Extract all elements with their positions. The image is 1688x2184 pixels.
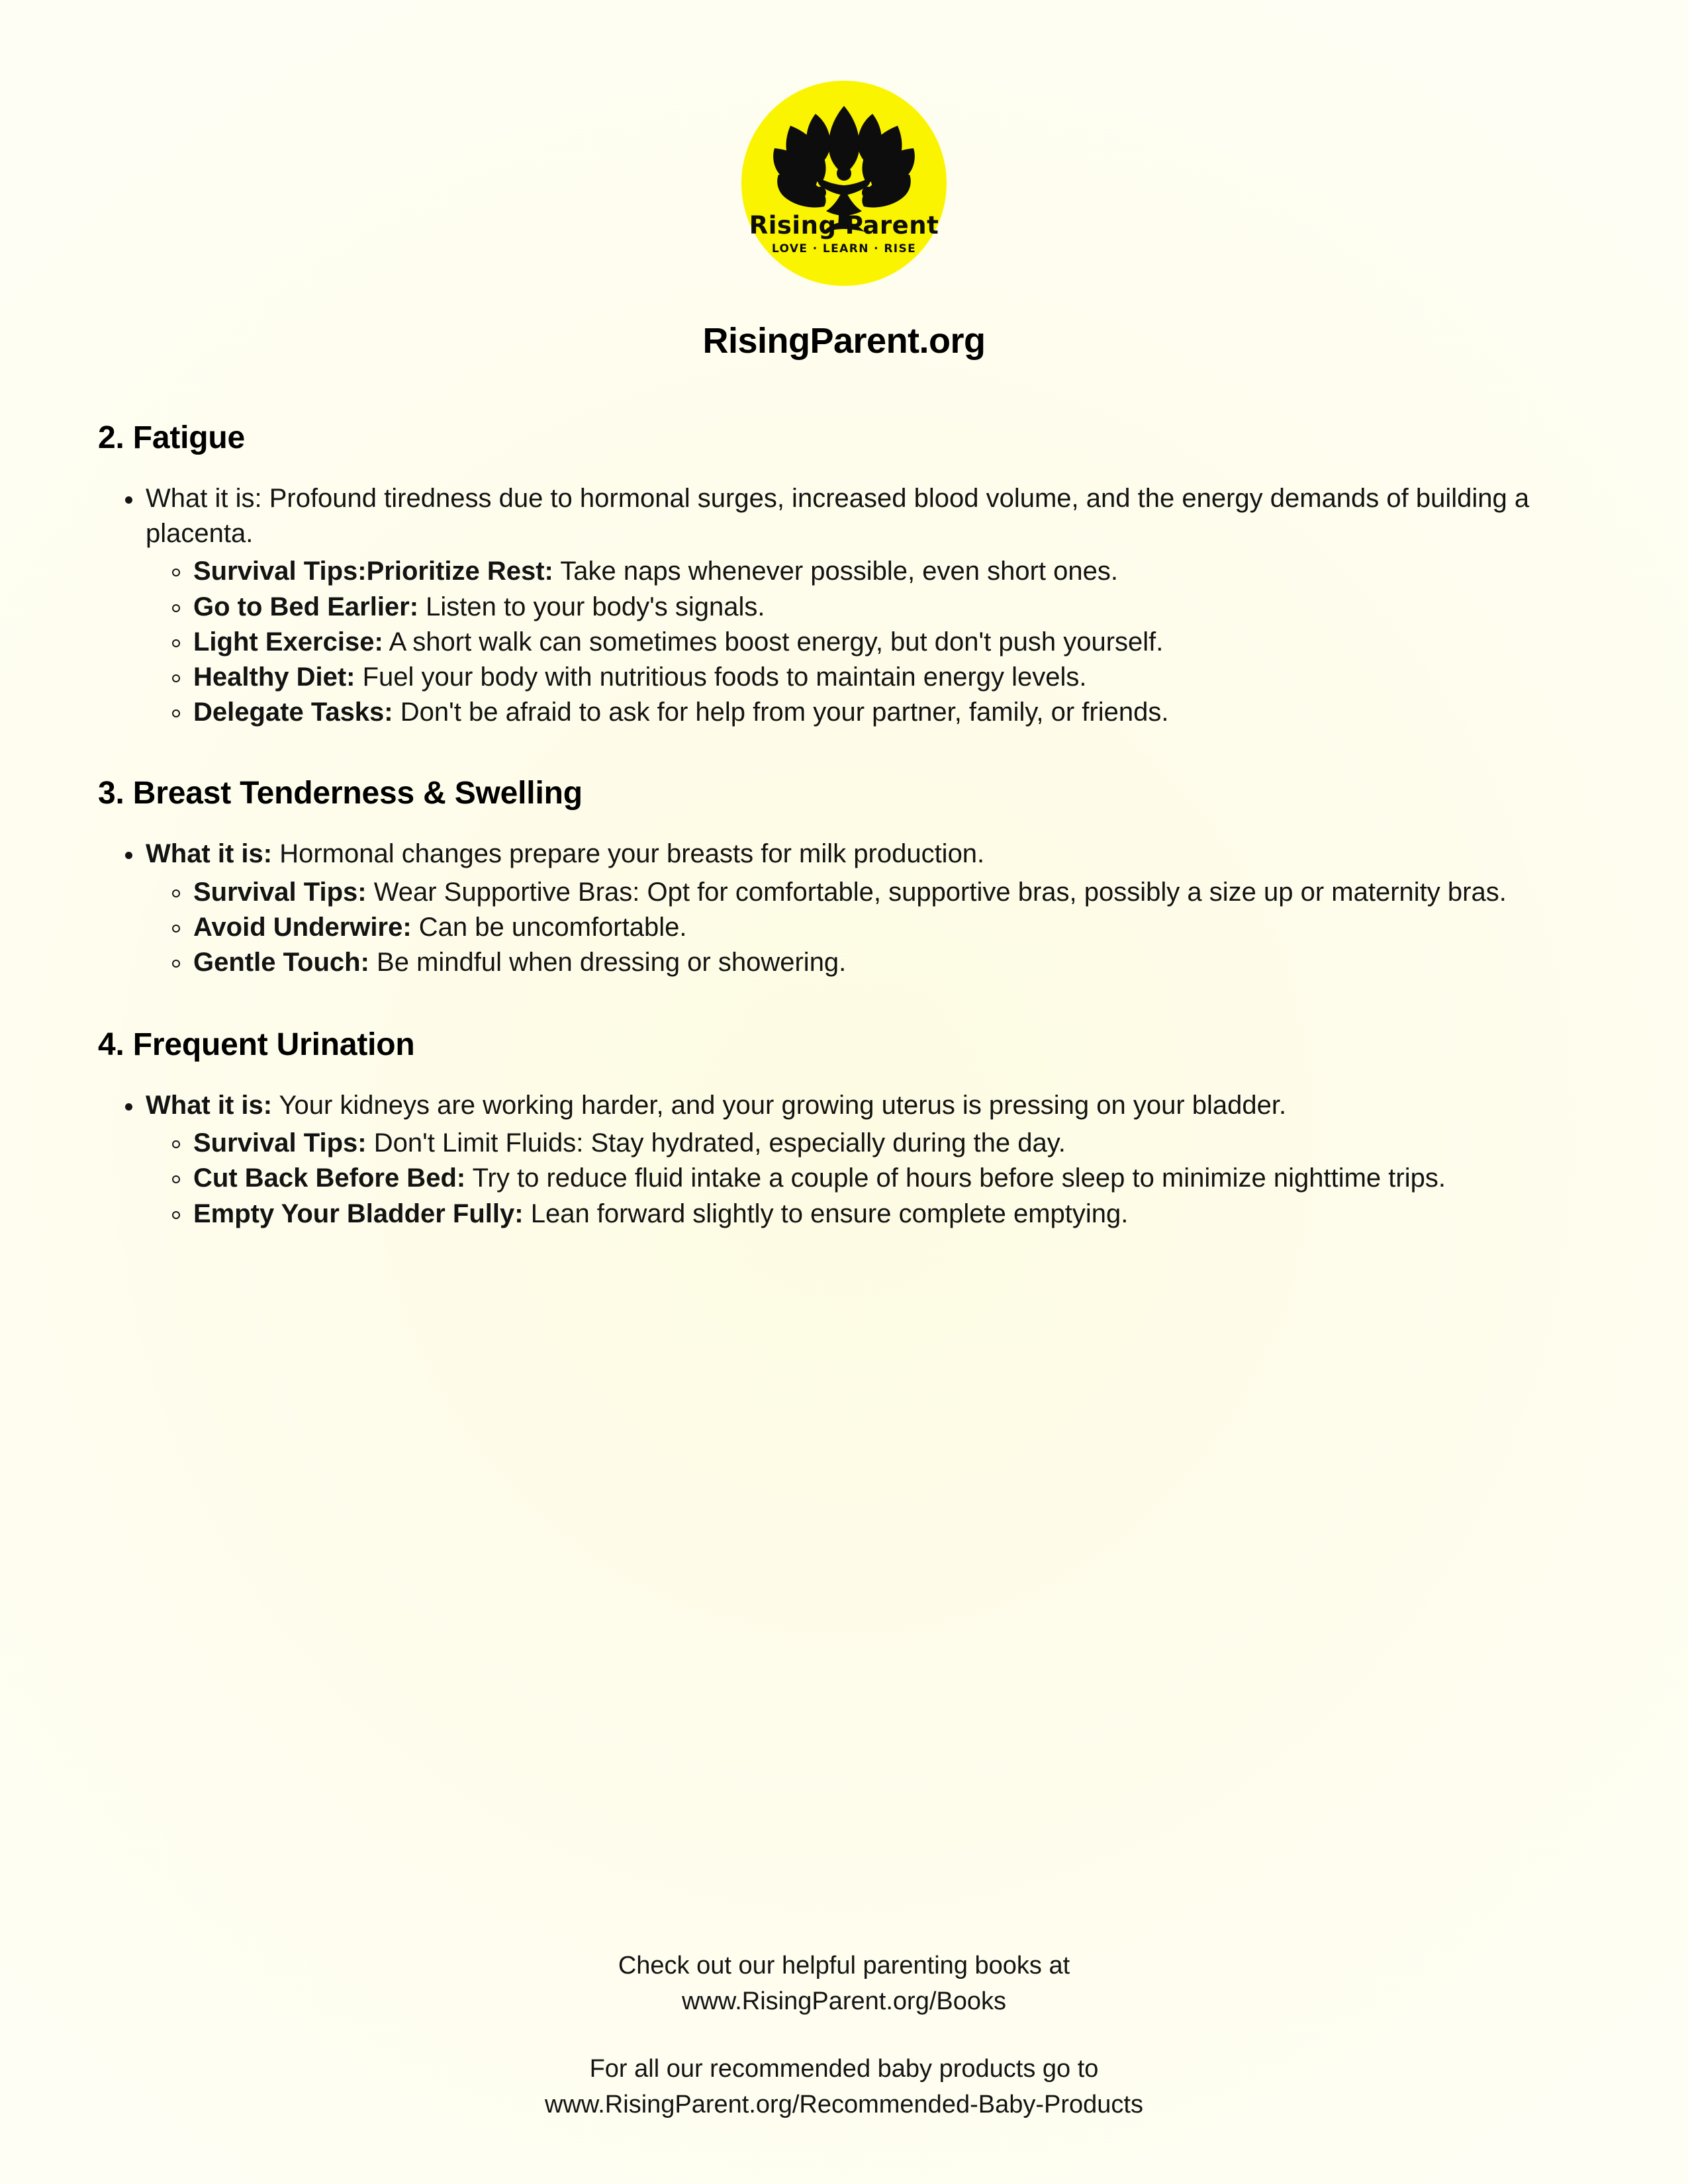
footer-books-url[interactable]: www.RisingParent.org/Books bbox=[682, 1987, 1006, 2016]
list-item-text: Your kidneys are working harder, and your growing uterus is pressing on your bladder. bbox=[272, 1091, 1287, 1120]
page-title: RisingParent.org bbox=[702, 321, 986, 361]
list-item-text: Don't Limit Fluids: Stay hydrated, especially during the day. bbox=[366, 1128, 1066, 1158]
list-item-lead: Empty Your Bladder Fully: bbox=[193, 1199, 524, 1228]
list-item-lead: Survival Tips: bbox=[193, 1128, 367, 1158]
footer-products-url[interactable]: www.RisingParent.org/Recommended-Baby-Products bbox=[545, 2091, 1143, 2119]
document-header bbox=[0, 0, 1688, 361]
list-item-lead: What it is: bbox=[146, 1091, 273, 1120]
list-item-lead: What it is: bbox=[146, 839, 273, 869]
bullet-list-level2 bbox=[146, 554, 1609, 730]
document-footer bbox=[0, 1948, 1688, 2123]
list-item bbox=[146, 910, 1609, 945]
list-item-text: Lean forward slightly to ensure complete emptying. bbox=[523, 1199, 1129, 1228]
list-item-text: Can be uncomfortable. bbox=[411, 912, 687, 942]
footer-products-block bbox=[0, 2052, 1688, 2123]
list-item-text: Fuel your body with nutritious foods to maintain energy levels. bbox=[355, 662, 1087, 692]
section-heading: 4. Frequent Urination bbox=[98, 1027, 415, 1063]
list-item-text: Listen to your body's signals. bbox=[418, 592, 765, 621]
list-item-text: A short walk can sometimes boost energy, but don't push yourself. bbox=[383, 627, 1164, 657]
list-item bbox=[146, 554, 1609, 589]
bullet-list-level1 bbox=[98, 1088, 1609, 1232]
list-item bbox=[146, 875, 1609, 910]
list-item-text: Hormonal changes prepare your breasts for milk production. bbox=[272, 839, 985, 869]
section-frequent-urination bbox=[98, 1026, 1609, 1232]
list-item bbox=[146, 625, 1609, 660]
list-item bbox=[98, 1088, 1609, 1232]
list-item-text: What it is: Profound tiredness due to hormonal surges, increased blood volume, and the energy demands of building a placenta. bbox=[146, 484, 1530, 549]
section-fatigue bbox=[98, 420, 1609, 730]
list-item bbox=[98, 481, 1609, 730]
list-item-lead: Avoid Underwire: bbox=[193, 912, 412, 942]
document-body bbox=[0, 361, 1688, 1232]
list-item bbox=[146, 1197, 1609, 1232]
list-item bbox=[98, 837, 1609, 980]
bullet-list-level2 bbox=[146, 875, 1609, 981]
list-item bbox=[146, 1126, 1609, 1161]
bullet-list-level1 bbox=[98, 837, 1609, 980]
brand-logo bbox=[741, 81, 947, 286]
list-item bbox=[146, 695, 1609, 730]
list-item-lead: Go to Bed Earlier: bbox=[193, 592, 419, 621]
section-heading: 3. Breast Tenderness & Swelling bbox=[98, 776, 583, 811]
footer-books-text: Check out our helpful parenting books at bbox=[618, 1952, 1070, 1980]
list-item-lead: Survival Tips:Prioritize Rest: bbox=[193, 557, 553, 586]
logo-wordmark: Rising Parent bbox=[749, 211, 939, 240]
list-item bbox=[146, 660, 1609, 695]
section-breast-tenderness bbox=[98, 775, 1609, 980]
bullet-list-level2 bbox=[146, 1126, 1609, 1232]
logo-tagline: LOVE · LEARN · RISE bbox=[771, 242, 917, 255]
list-item-text: Wear Supportive Bras: Opt for comfortable, supportive bras, possibly a size up or maternity bras. bbox=[366, 877, 1507, 907]
list-item bbox=[146, 945, 1609, 980]
list-item-lead: Cut Back Before Bed: bbox=[193, 1163, 466, 1193]
list-item-text: Don't be afraid to ask for help from your partner, family, or friends. bbox=[393, 698, 1169, 727]
section-heading: 2. Fatigue bbox=[98, 420, 246, 455]
bullet-list-level1 bbox=[98, 481, 1609, 730]
list-item-lead: Light Exercise: bbox=[193, 627, 383, 657]
list-item-lead: Gentle Touch: bbox=[193, 947, 369, 977]
list-item-lead: Healthy Diet: bbox=[193, 662, 355, 692]
list-item-text: Be mindful when dressing or showering. bbox=[369, 947, 847, 977]
list-item bbox=[146, 1161, 1609, 1196]
footer-books-block bbox=[0, 1948, 1688, 2020]
list-item-lead: Delegate Tasks: bbox=[193, 698, 393, 727]
list-item bbox=[146, 590, 1609, 625]
list-item-text: Take naps whenever possible, even short ones. bbox=[553, 557, 1118, 586]
list-item-lead: Survival Tips: bbox=[193, 877, 367, 907]
footer-products-text: For all our recommended baby products go to bbox=[589, 2055, 1099, 2083]
list-item-text: Try to reduce fluid intake a couple of hours before sleep to minimize nighttime trips. bbox=[465, 1163, 1446, 1193]
